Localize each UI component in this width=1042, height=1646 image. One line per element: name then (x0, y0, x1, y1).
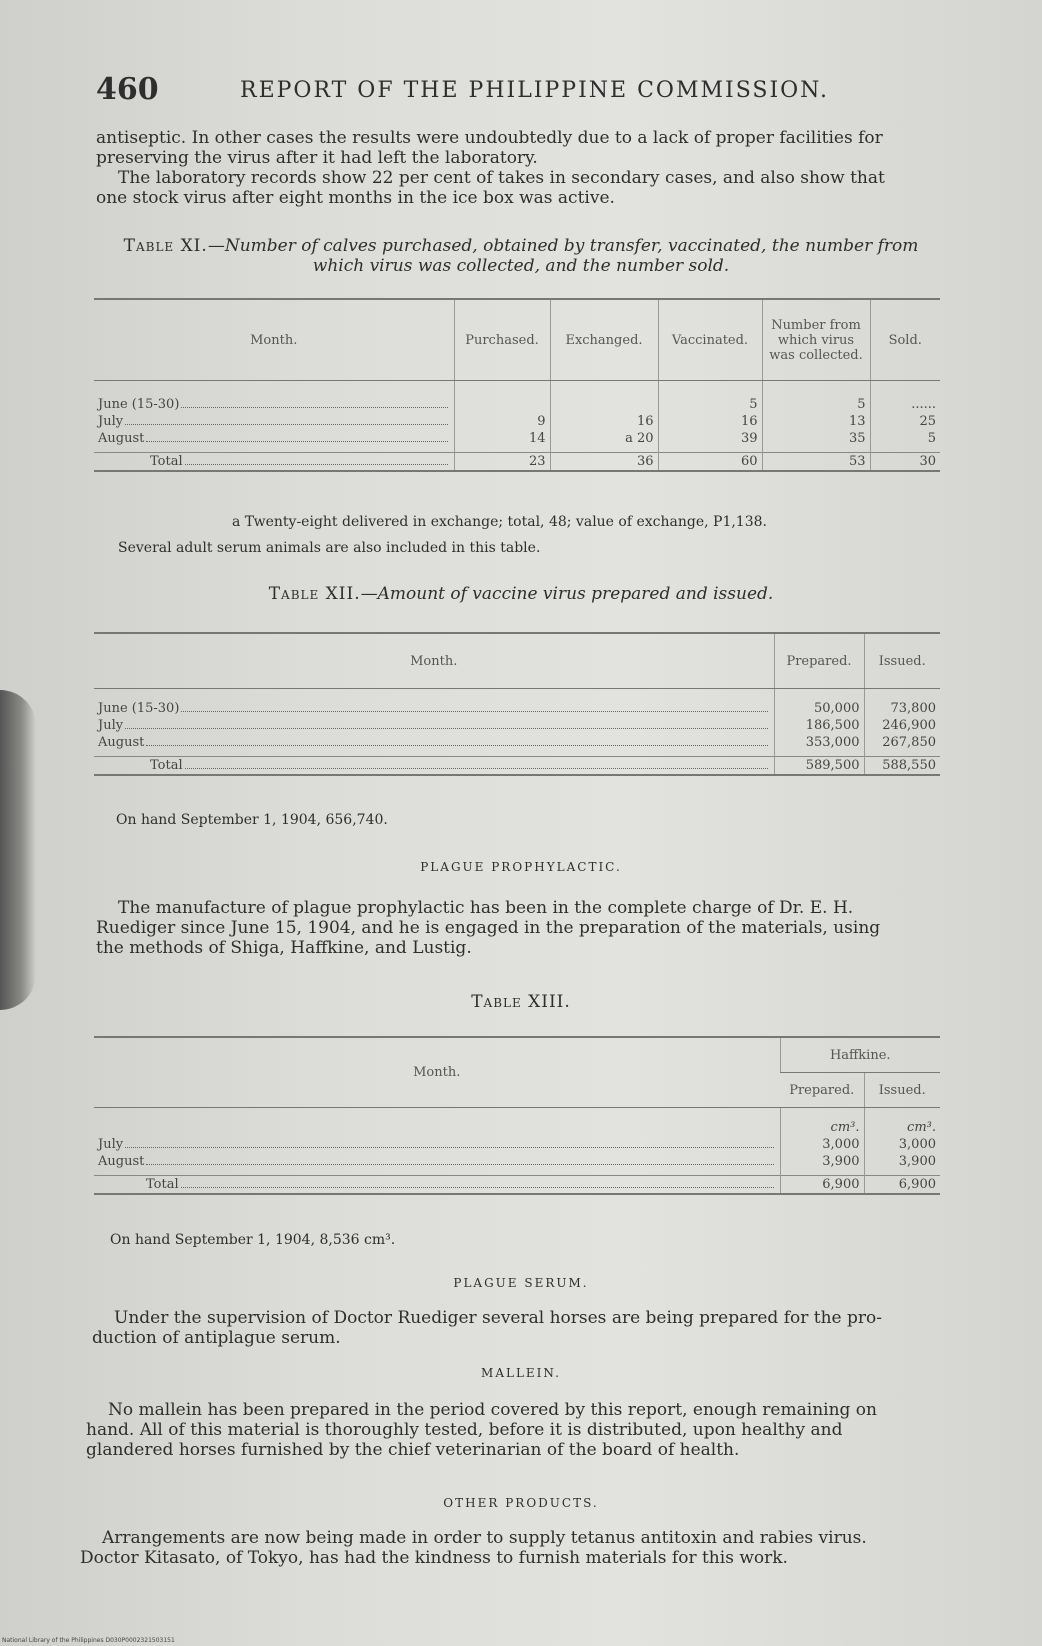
table13-header-issued: Issued. (864, 1073, 940, 1108)
table-row (94, 689, 940, 718)
table12-title: —Amount of vaccine virus prepared and issued. (360, 584, 774, 604)
value-cell: 50,000 (774, 689, 864, 718)
value-cell: a 20 (550, 430, 658, 453)
table11-header-sold: Sold. (870, 299, 940, 381)
month-cell: August (98, 1154, 145, 1169)
value-cell: 5 (762, 381, 870, 414)
table12-header-issued: Issued. (864, 633, 940, 689)
value-cell: 13 (762, 413, 870, 430)
unit-cell: cm³. (864, 1108, 940, 1137)
table-row (94, 1136, 940, 1153)
table-row (94, 1108, 940, 1137)
total-cell: 6,900 (780, 1176, 864, 1195)
paragraph-line: duction of antiplague serum. (92, 1328, 341, 1348)
paragraph-line: Arrangements are now being made in order to supply tetanus antitoxin and rabies virus. (102, 1528, 867, 1548)
paragraph-line: The manufacture of plague prophylactic has been in the complete charge of Dr. E. H. (118, 898, 854, 918)
other-products-paragraph (80, 1528, 942, 1568)
paragraph-line: Under the supervision of Doctor Ruediger several horses are being prepared for the pro- (114, 1308, 883, 1328)
table11-header-exchanged: Exchanged. (550, 299, 658, 381)
table13-header-month: Month. (94, 1037, 780, 1108)
value-cell: 16 (550, 413, 658, 430)
table12-caption (96, 584, 946, 604)
table-row (94, 1153, 940, 1176)
table11-note: Several adult serum animals are also included in this table. (118, 540, 541, 556)
total-cell: 589,500 (774, 757, 864, 776)
table-row (94, 717, 940, 734)
value-cell: 186,500 (774, 717, 864, 734)
table-row (94, 734, 940, 757)
total-label: Total (150, 758, 183, 773)
table11-header-month: Month. (94, 299, 454, 381)
page-header (96, 72, 946, 112)
table-row (94, 381, 940, 414)
paragraph-line: glandered horses furnished by the chief veterinarian of the board of health. (86, 1440, 740, 1460)
table13-header-haffkine: Haffkine. (780, 1037, 940, 1073)
table12 (94, 632, 940, 776)
section-heading-mallein: MALLEIN. (481, 1366, 561, 1380)
total-row (94, 1176, 940, 1195)
plague-serum-paragraph (92, 1308, 942, 1348)
table11-caption (96, 236, 946, 276)
total-cell: 588,550 (864, 757, 940, 776)
total-row (94, 757, 940, 776)
plague-prophylactic-paragraph (96, 898, 942, 958)
value-cell (550, 381, 658, 414)
month-cell: August (98, 735, 145, 750)
total-cell: 53 (762, 453, 870, 472)
value-cell: 3,900 (780, 1153, 864, 1176)
table11-label: Table XI. (123, 236, 208, 256)
unit-cell: cm³. (780, 1108, 864, 1137)
table12-header-month: Month. (94, 633, 774, 689)
value-cell: 73,800 (864, 689, 940, 718)
table11-header-vaccinated: Vaccinated. (658, 299, 762, 381)
table12-header-prepared: Prepared. (774, 633, 864, 689)
month-cell: July (98, 1137, 124, 1152)
month-cell: June (15-30) (98, 397, 180, 412)
table13-note: On hand September 1, 1904, 8,536 cm³. (110, 1232, 396, 1248)
value-cell: 353,000 (774, 734, 864, 757)
value-cell: 14 (454, 430, 550, 453)
total-cell: 23 (454, 453, 550, 472)
table13-label: Table XIII. (471, 992, 571, 1012)
value-cell: 39 (658, 430, 762, 453)
intro-line: preserving the virus after it had left the laboratory. (96, 148, 538, 168)
intro-line: antiseptic. In other cases the results were undoubtedly due to a lack of proper facilities for (96, 128, 883, 148)
total-cell: 30 (870, 453, 940, 472)
scan-footer: National Library of the Philippines D030P0002321503151 (2, 1637, 175, 1644)
section-heading-plague-serum: PLAGUE SERUM. (453, 1276, 589, 1290)
value-cell: 5 (658, 381, 762, 414)
total-label: Total (150, 454, 183, 469)
running-title: REPORT OF THE PHILIPPINE COMMISSION. (240, 78, 830, 103)
value-cell: 35 (762, 430, 870, 453)
total-cell: 6,900 (864, 1176, 940, 1195)
section-heading-plague-prophylactic: PLAGUE PROPHYLACTIC. (420, 860, 622, 874)
section-heading-other-products: OTHER PRODUCTS. (443, 1496, 599, 1510)
value-cell: 16 (658, 413, 762, 430)
intro-line: one stock virus after eight months in the ice box was active. (96, 188, 615, 208)
intro-paragraph (96, 128, 942, 208)
table13-caption (96, 992, 946, 1012)
table11-title-2: which virus was collected, and the number sold. (312, 256, 730, 276)
paragraph-line: Ruediger since June 15, 1904, and he is engaged in the preparation of the materials, using (96, 918, 881, 938)
intro-line: The laboratory records show 22 per cent of takes in secondary cases, and also show that (118, 168, 885, 188)
table-row (94, 430, 940, 453)
value-cell: ...... (870, 381, 940, 414)
value-cell: 267,850 (864, 734, 940, 757)
total-label: Total (146, 1177, 179, 1192)
month-cell: August (98, 431, 145, 446)
total-cell: 60 (658, 453, 762, 472)
page-number: 460 (96, 72, 159, 107)
page-edge-shadow (0, 690, 36, 1010)
mallein-paragraph (86, 1400, 942, 1460)
paragraph-line: the methods of Shiga, Haffkine, and Lustig. (96, 938, 472, 958)
table11-header-collected: Number from which virus was collected. (762, 299, 870, 381)
table11 (94, 298, 940, 472)
month-cell: June (15-30) (98, 701, 180, 716)
value-cell: 3,000 (780, 1136, 864, 1153)
value-cell: 25 (870, 413, 940, 430)
value-cell: 3,900 (864, 1153, 940, 1176)
table13 (94, 1036, 940, 1195)
total-cell: 36 (550, 453, 658, 472)
value-cell: 5 (870, 430, 940, 453)
value-cell: 3,000 (864, 1136, 940, 1153)
table11-footnote: a Twenty-eight delivered in exchange; total, 48; value of exchange, P1,138. (232, 514, 767, 530)
table11-title: —Number of calves purchased, obtained by transfer, vaccinated, the number from (207, 236, 919, 256)
total-row (94, 453, 940, 472)
value-cell: 246,900 (864, 717, 940, 734)
table13-header-prepared: Prepared. (780, 1073, 864, 1108)
paragraph-line: Doctor Kitasato, of Tokyo, has had the kindness to furnish materials for this work. (80, 1548, 788, 1568)
month-cell: July (98, 718, 124, 733)
table12-label: Table XII. (268, 584, 361, 604)
table12-note: On hand September 1, 1904, 656,740. (116, 812, 388, 828)
table-row (94, 413, 940, 430)
paragraph-line: hand. All of this material is thoroughly tested, before it is distributed, upon healthy and (86, 1420, 843, 1440)
paragraph-line: No mallein has been prepared in the period covered by this report, enough remaining on (108, 1400, 877, 1420)
month-cell: July (98, 414, 124, 429)
value-cell: 9 (454, 413, 550, 430)
table11-header-purchased: Purchased. (454, 299, 550, 381)
value-cell (454, 381, 550, 414)
